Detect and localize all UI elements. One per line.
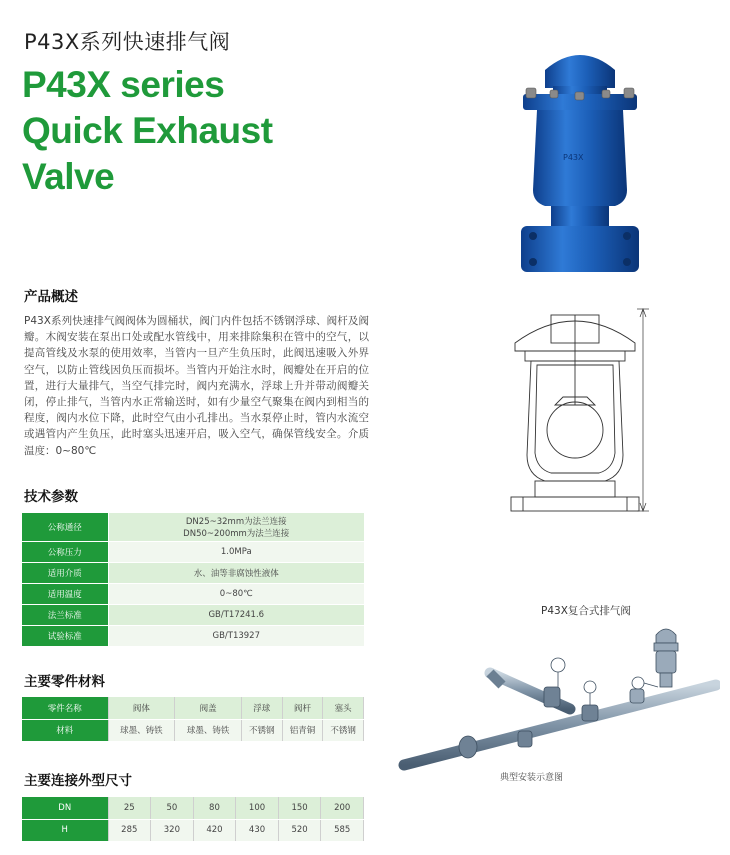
part-material: 不锈钢: [241, 719, 282, 741]
table-row: [22, 797, 364, 819]
param-key: 适用介质: [22, 562, 108, 583]
install-caption: 典型安装示意图: [500, 773, 564, 783]
part-name: 塞头: [323, 697, 364, 719]
materials-header-label: 零件名称: [22, 697, 108, 719]
overview-text: P43X系列快速排气阀阀体为圆桶状，阀门内件包括不锈钢浮球、阀杆及阀瓣。木阀安装在泵出口处或配水管线中，用来排除集积在管中的空气，以提高管线及水泵的使用效率，当管内一旦产生负压时，此阀迅速吸入外界空气，以防止管线因负压而损坏。当管内开始注水时，阀瓣处在开启的位置，进行大量排气，当空气排完时，阀内充满水，浮球上升并带动阀瓣关闭，停止排气，当管内水正常输送时，如有少量空气聚集在阀内到相当的程度，阀内水位下降，此时空气由小孔排出。当水泵停止时，管内水流空或遇管内产生负压，此时塞头迅速开启，吸入空气，确保管线安全。介质温度：0~80℃: [24, 315, 369, 457]
overview-heading: 产品概述: [24, 289, 78, 305]
svg-text:P43X: P43X: [563, 153, 584, 162]
param-value: [108, 513, 364, 541]
english-title-line-3: Valve: [22, 156, 115, 197]
part-name: 阀盖: [175, 697, 242, 719]
param-value: 1.0MPa: [108, 541, 364, 562]
dn-label: DN: [22, 797, 108, 819]
table-row: [22, 583, 364, 604]
table-row: [22, 562, 364, 583]
part-material: 不锈钢: [323, 719, 364, 741]
param-key: 法兰标准: [22, 604, 108, 625]
valve-product-photo: [515, 40, 645, 280]
dn-value: 200: [321, 797, 364, 819]
table-row: [22, 541, 364, 562]
english-title-line-1: P43X series: [22, 64, 225, 105]
h-value: 285: [108, 819, 151, 841]
h-value: 320: [151, 819, 194, 841]
params-table: [22, 513, 364, 647]
installation-diagram: [398, 615, 720, 775]
param-value: 0~80℃: [108, 583, 364, 604]
valve-section-drawing: [495, 305, 655, 525]
param-value: 水、油等非腐蚀性液体: [108, 562, 364, 583]
part-material: 铝青铜: [282, 719, 323, 741]
h-label: H: [22, 819, 108, 841]
part-name: 浮球: [241, 697, 282, 719]
part-name: 阀杆: [282, 697, 323, 719]
dn-value: 50: [151, 797, 194, 819]
materials-table: [22, 697, 364, 742]
dn-value: 150: [278, 797, 321, 819]
h-value: 585: [321, 819, 364, 841]
materials-heading: 主要零件材料: [24, 674, 105, 690]
part-name: 阀体: [108, 697, 175, 719]
param-value-line: DN25~32mm为法兰连接: [185, 516, 287, 527]
param-key: 试验标准: [22, 625, 108, 646]
english-title-line-2: Quick Exhaust: [22, 110, 273, 151]
part-material: 球墨、铸铁: [175, 719, 242, 741]
h-value: 420: [193, 819, 236, 841]
param-value-line: DN50~200mm为法兰连接: [183, 528, 290, 539]
h-value: 430: [236, 819, 279, 841]
param-key: 公称压力: [22, 541, 108, 562]
param-value: GB/T17241.6: [108, 604, 364, 625]
table-row: [22, 604, 364, 625]
dimensions-table: [22, 797, 364, 842]
install-valve-label: P43X复合式排气阀: [541, 605, 631, 617]
table-row: [22, 819, 364, 841]
param-key: 适用温度: [22, 583, 108, 604]
dn-value: 25: [108, 797, 151, 819]
h-value: 520: [278, 819, 321, 841]
table-row: [22, 513, 364, 541]
param-value: GB/T13927: [108, 625, 364, 646]
table-row: [22, 697, 364, 719]
english-title: [22, 62, 273, 200]
params-heading: 技术参数: [24, 489, 78, 505]
part-material: 球墨、铸铁: [108, 719, 175, 741]
dimensions-heading: 主要连接外型尺寸: [24, 773, 132, 789]
dn-value: 80: [193, 797, 236, 819]
dn-value: 100: [236, 797, 279, 819]
param-key: 公称通径: [22, 513, 108, 541]
materials-row-label: 材料: [22, 719, 108, 741]
table-row: [22, 625, 364, 646]
table-row: [22, 719, 364, 741]
chinese-title: P43X系列快速排气阀: [24, 30, 231, 54]
